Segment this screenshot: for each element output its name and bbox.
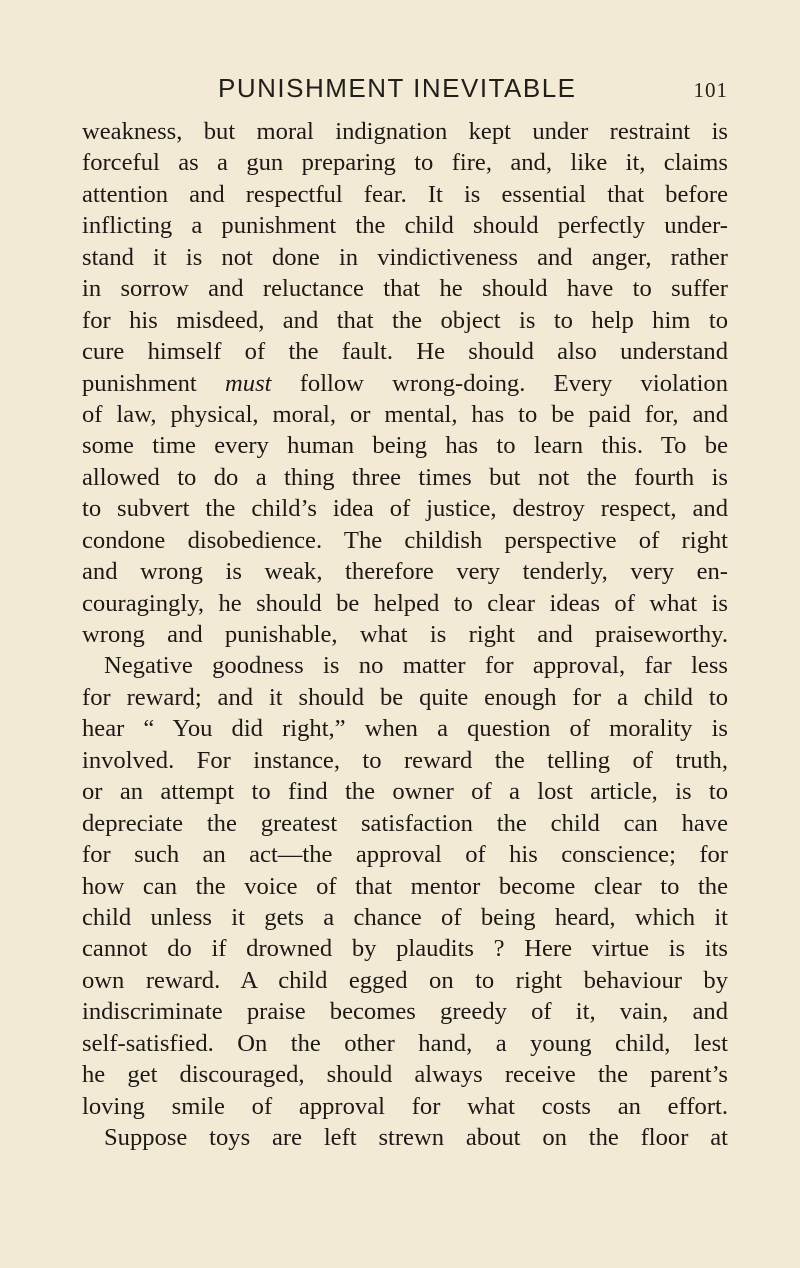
- text-line: forceful as a gun preparing to fire, and, like it, claims: [82, 149, 728, 177]
- text-line: for reward; and it should be quite enough for a child to: [82, 683, 728, 711]
- body-text: [82, 116, 728, 1153]
- text-line: child unless it gets a chance of being heard, which it: [82, 903, 728, 931]
- text-line-paragraph-start: Negative goodness is no matter for approval, far less: [104, 652, 728, 680]
- text-line: inflicting a punishment the child should perfectly under-: [82, 212, 728, 240]
- text-line: he get discouraged, should always receive the parent’s: [82, 1061, 728, 1089]
- text-line: some time every human being has to learn this. To be: [82, 432, 728, 460]
- text-line: own reward. A child egged on to right behaviour by: [82, 966, 728, 994]
- text-line: depreciate the greatest satisfaction the child can have: [82, 809, 728, 837]
- book-page: [82, 70, 728, 1153]
- text-line: weakness, but moral indignation kept under restraint is: [82, 118, 728, 145]
- text-segment: follow wrong-doing. Every violation: [271, 369, 728, 397]
- text-line: condone disobedience. The childish perspective of right: [82, 526, 728, 554]
- text-line: and wrong is weak, therefore very tenderly, very en-: [82, 558, 728, 586]
- text-segment: punishment: [82, 369, 226, 397]
- text-line: of law, physical, moral, or mental, has to be paid for, and: [82, 400, 728, 428]
- text-line: for his misdeed, and that the object is to help him to: [82, 306, 728, 334]
- text-line: or an attempt to find the owner of a lost article, is to: [82, 778, 728, 806]
- text-line: allowed to do a thing three times but not the fourth is: [82, 463, 728, 491]
- emphasized-word: must: [225, 369, 272, 397]
- text-line: how can the voice of that mentor become clear to the: [82, 872, 728, 900]
- text-line: attention and respectful fear. It is essential that before: [82, 180, 728, 208]
- text-line: stand it is not done in vindictiveness and anger, rather: [82, 243, 728, 271]
- text-line: indiscriminate praise becomes greedy of it, vain, and: [82, 998, 728, 1026]
- text-line: cannot do if drowned by plaudits ? Here virtue is its: [82, 935, 728, 963]
- text-line: self-satisfied. On the other hand, a young child, lest: [82, 1029, 728, 1057]
- running-head: [82, 70, 728, 110]
- text-line-paragraph-start: Suppose toys are left strewn about on the floor at: [104, 1124, 728, 1151]
- text-line: loving smile of approval for what costs an effort.: [82, 1092, 728, 1120]
- text-line: wrong and punishable, what is right and praiseworthy.: [82, 621, 728, 648]
- text-line: to subvert the child’s idea of justice, destroy respect, and: [82, 495, 728, 523]
- text-line: for such an act—the approval of his conscience; for: [82, 841, 728, 869]
- running-head-title: PUNISHMENT INEVITABLE: [218, 73, 577, 103]
- text-line-with-emphasis: [82, 368, 728, 399]
- page-number: 101: [693, 78, 728, 102]
- text-line: in sorrow and reluctance that he should have to suffer: [82, 275, 728, 303]
- text-line: couragingly, he should be helped to clear ideas of what is: [82, 589, 728, 617]
- text-line: involved. For instance, to reward the telling of truth,: [82, 746, 728, 774]
- text-line: cure himself of the fault. He should also understand: [82, 338, 728, 366]
- text-line: hear “ You did right,” when a question of morality is: [82, 715, 728, 743]
